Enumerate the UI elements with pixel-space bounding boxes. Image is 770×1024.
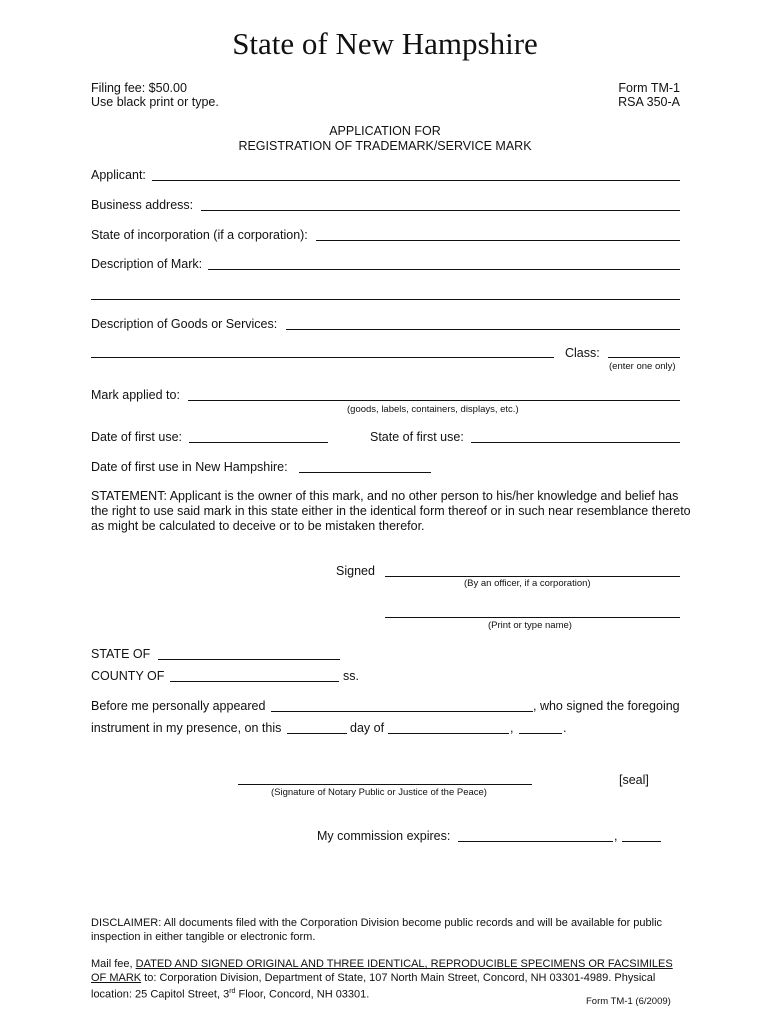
seal-label: [seal] — [619, 773, 649, 787]
statement: STATEMENT: Applicant is the owner of this mark, and no other person to his/her knowledge and belief has the right to use said mark in this state either in the identical form thereof or in such near resemblance thereto as might be calculated to deceive or to be mistaken therefor. — [91, 489, 691, 533]
date-first-use-field[interactable] — [189, 442, 328, 443]
who-signed-label: , who signed the foregoing — [533, 699, 680, 713]
commission-comma: , — [614, 829, 618, 843]
appeared-name-field[interactable] — [271, 711, 533, 712]
description-of-mark-field-2[interactable] — [91, 299, 680, 300]
heading-line-2: REGISTRATION OF TRADEMARK/SERVICE MARK — [238, 139, 532, 153]
state-of-incorporation-field[interactable] — [316, 240, 680, 241]
mail-fee-requirements: DATED AND SIGNED ORIGINAL AND THREE IDENTICAL, REPRODUCIBLE SPECIMENS OR FACSIMILES OF MARK — [91, 958, 673, 984]
notary-hint: (Signature of Notary Public or Justice of the Peace) — [271, 787, 487, 798]
description-goods-field[interactable] — [286, 329, 680, 330]
notary-signature-field[interactable] — [238, 784, 532, 785]
description-of-mark-field[interactable] — [208, 269, 680, 270]
state-first-use-label: State of first use: — [370, 430, 464, 444]
mail-fee-end: Floor, Concord, NH 03301. — [235, 988, 370, 1001]
floor-superscript: rd — [229, 988, 236, 995]
print-hint: (Print or type name) — [488, 620, 572, 631]
date-first-use-nh-field[interactable] — [299, 472, 431, 473]
class-field[interactable] — [608, 357, 680, 358]
before-me-label: Before me personally appeared — [91, 699, 266, 713]
print-name-field[interactable] — [385, 617, 680, 618]
form-version: Form TM-1 (6/2009) — [586, 996, 671, 1007]
day-of-label: day of — [350, 721, 385, 735]
officer-hint: (By an officer, if a corporation) — [464, 578, 591, 589]
mail-fee-prefix: Mail fee, — [91, 958, 136, 970]
county-of-field[interactable] — [170, 681, 339, 682]
mail-fee-instructions — [91, 957, 681, 1002]
mark-applied-to-field[interactable] — [188, 400, 680, 401]
description-goods-field-2[interactable] — [91, 357, 554, 358]
commission-date-field[interactable] — [458, 841, 613, 842]
mail-fee-address: to: Corporation Division, Department of State, 107 North Main Street, Concord, NH 03301-4989. Physical location: 25 Capitol Street, 3 — [91, 972, 656, 1001]
period: . — [563, 721, 567, 735]
state-first-use-field[interactable] — [471, 442, 680, 443]
commission-year-field[interactable] — [622, 841, 661, 842]
instructions: Use black print or type. — [91, 95, 219, 109]
business-address-field[interactable] — [201, 210, 680, 211]
signed-label: Signed — [336, 564, 375, 578]
disclaimer: DISCLAIMER: All documents filed with the Corporation Division become public records and will be available for public inspection in either tangible or electronic form. — [91, 917, 663, 943]
filing-fee: Filing fee: $50.00 — [91, 81, 187, 95]
page-title: State of New Hampshire — [232, 26, 538, 61]
applicant-label: Applicant: — [91, 168, 146, 182]
county-of-label: COUNTY OF — [91, 669, 165, 683]
comma: , — [510, 721, 514, 735]
date-first-use-nh-label: Date of first use in New Hampshire: — [91, 460, 288, 474]
heading-line-1: APPLICATION FOR — [329, 124, 441, 138]
date-first-use-label: Date of first use: — [91, 430, 183, 444]
statute-reference: RSA 350-A — [618, 95, 680, 109]
day-field[interactable] — [287, 733, 347, 734]
ss-label: ss. — [343, 669, 359, 683]
signature-field[interactable] — [385, 576, 680, 577]
year-field[interactable] — [519, 733, 562, 734]
month-field[interactable] — [388, 733, 509, 734]
commission-label: My commission expires: — [317, 829, 451, 843]
state-of-label: STATE OF — [91, 647, 151, 661]
applicant-field[interactable] — [152, 180, 680, 181]
class-hint: (enter one only) — [609, 361, 676, 372]
state-of-incorporation-label: State of incorporation (if a corporation): — [91, 228, 308, 242]
form-number: Form TM-1 — [618, 81, 680, 95]
description-goods-label: Description of Goods or Services: — [91, 317, 278, 331]
mark-applied-to-label: Mark applied to: — [91, 388, 180, 402]
class-label: Class: — [565, 346, 600, 360]
mark-applied-hint: (goods, labels, containers, displays, etc.) — [347, 404, 519, 415]
business-address-label: Business address: — [91, 198, 194, 212]
instrument-label: instrument in my presence, on this — [91, 721, 282, 735]
description-of-mark-label: Description of Mark: — [91, 257, 203, 271]
state-of-field[interactable] — [158, 659, 340, 660]
